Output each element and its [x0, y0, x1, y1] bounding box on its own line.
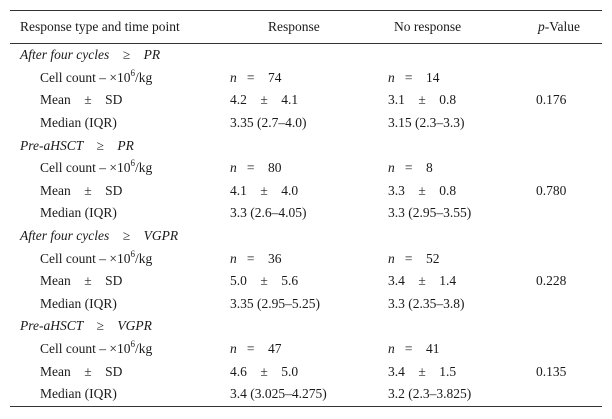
cell-count-unit: /kg: [134, 160, 153, 176]
cell-count-label: [10, 67, 222, 90]
mean-no-response: 3.3 ± 0.8: [388, 182, 457, 198]
median-response: 3.35 (2.95–5.25): [230, 295, 320, 311]
cell-count-no-response: [382, 247, 526, 270]
cell-count-response: [222, 247, 382, 270]
cell-count-row: [10, 338, 602, 361]
group-title: Pre-aHSCT ≥ PR: [20, 137, 134, 153]
mean-no-response: 3.4 ± 1.4: [388, 273, 457, 289]
cell-count-label-text: Cell count – ×10: [40, 69, 131, 85]
mean-row: [10, 180, 602, 203]
group-title: After four cycles ≥ PR: [20, 47, 161, 63]
mean-response: 4.2 ± 4.1: [230, 92, 299, 108]
n-value: = 36: [236, 250, 282, 266]
group-title-row: [10, 134, 602, 157]
cell-count-exponent: 6: [130, 248, 135, 259]
cell-count-label: [10, 157, 222, 180]
n-value: = 14: [394, 69, 440, 85]
header-response-type: Response type and time point: [20, 19, 180, 34]
median-p-value: [526, 293, 602, 316]
median-response: 3.4 (3.025–4.275): [222, 383, 382, 406]
n-value: = 80: [236, 160, 282, 176]
median-label: Median (IQR): [40, 295, 117, 311]
cell-count-unit: /kg: [134, 250, 153, 266]
median-response: 3.3 (2.6–4.05): [230, 205, 307, 221]
p-value: 0.780: [536, 182, 567, 198]
mean-row: [10, 89, 602, 112]
cell-count-label-text: Cell count – ×10: [40, 250, 131, 266]
group-title-row: [10, 44, 602, 67]
cell-count-no-response: [382, 67, 526, 90]
mean-response: 4.1 ± 4.0: [230, 182, 299, 198]
n-value: = 41: [394, 341, 440, 357]
n-symbol: n: [230, 250, 237, 266]
p-value: 0.176: [536, 92, 567, 108]
n-symbol: n: [230, 341, 237, 357]
header-no-response: No response: [394, 19, 462, 34]
median-p-value: [526, 112, 602, 135]
cell-count-label-text: Cell count – ×10: [40, 341, 131, 357]
header-p-value: [526, 11, 602, 44]
header-response: Response: [268, 19, 320, 34]
mean-label: Mean ± SD: [40, 182, 123, 198]
results-table: [10, 10, 602, 407]
cell-count-unit: /kg: [134, 341, 153, 357]
median-label: Median (IQR): [40, 115, 117, 131]
mean-label: Mean ± SD: [40, 273, 123, 289]
cell-count-exponent: 6: [130, 67, 135, 78]
median-no-response: 3.3 (2.35–3.8): [388, 295, 465, 311]
p-value: 0.228: [536, 273, 567, 289]
mean-response: 4.6 ± 5.0: [230, 363, 299, 379]
header-row: [10, 11, 602, 44]
mean-response: 5.0 ± 5.6: [230, 273, 299, 289]
median-row: [10, 202, 602, 225]
p-value: 0.135: [536, 363, 567, 379]
cell-count-row: [10, 157, 602, 180]
cell-count-p-value: [526, 247, 602, 270]
cell-count-row: [10, 67, 602, 90]
cell-count-response: [222, 338, 382, 361]
mean-label: Mean ± SD: [40, 363, 123, 379]
mean-row: [10, 270, 602, 293]
median-response: 3.35 (2.7–4.0): [230, 115, 307, 131]
table-header: [10, 11, 602, 44]
group-title: Pre-aHSCT ≥ VGPR: [20, 318, 152, 334]
n-value: = 74: [236, 69, 282, 85]
cell-count-row: [10, 247, 602, 270]
cell-count-no-response: [382, 338, 526, 361]
median-label: Median (IQR): [40, 205, 117, 221]
group-title-row: [10, 315, 602, 338]
n-symbol: n: [230, 69, 237, 85]
mean-no-response: 3.4 ± 1.5: [388, 363, 457, 379]
cell-count-exponent: 6: [130, 158, 135, 169]
group-title-row: [10, 225, 602, 248]
group-title: After four cycles ≥ VGPR: [20, 228, 179, 244]
median-no-response: 3.3 (2.95–3.55): [388, 205, 472, 221]
mean-no-response: 3.1 ± 0.8: [388, 92, 457, 108]
cell-count-p-value: [526, 157, 602, 180]
n-symbol: n: [388, 341, 395, 357]
cell-count-response: [222, 157, 382, 180]
mean-row: [10, 360, 602, 383]
cell-count-no-response: [382, 157, 526, 180]
n-symbol: n: [388, 160, 395, 176]
n-symbol: n: [388, 250, 395, 266]
header-p-suffix: -Value: [544, 19, 580, 34]
cell-count-p-value: [526, 67, 602, 90]
n-value: = 8: [394, 160, 433, 176]
n-symbol: n: [230, 160, 237, 176]
cell-count-p-value: [526, 338, 602, 361]
table-body: [10, 44, 602, 407]
n-symbol: n: [388, 69, 395, 85]
median-label: Median (IQR): [10, 383, 222, 406]
median-row: [10, 293, 602, 316]
cell-count-response: [222, 67, 382, 90]
header-p-letter: p: [538, 19, 545, 34]
n-value: = 52: [394, 250, 440, 266]
median-p-value: [526, 383, 602, 406]
mean-label: Mean ± SD: [40, 92, 123, 108]
cell-count-exponent: 6: [130, 339, 135, 350]
cell-count-label: [10, 338, 222, 361]
median-row: [10, 112, 602, 135]
cell-count-label-text: Cell count – ×10: [40, 160, 131, 176]
median-row: [10, 383, 602, 406]
median-no-response: 3.2 (2.3–3.825): [382, 383, 526, 406]
cell-count-unit: /kg: [134, 69, 153, 85]
median-p-value: [526, 202, 602, 225]
cell-count-label: [10, 247, 222, 270]
n-value: = 47: [236, 341, 282, 357]
median-no-response: 3.15 (2.3–3.3): [388, 115, 465, 131]
